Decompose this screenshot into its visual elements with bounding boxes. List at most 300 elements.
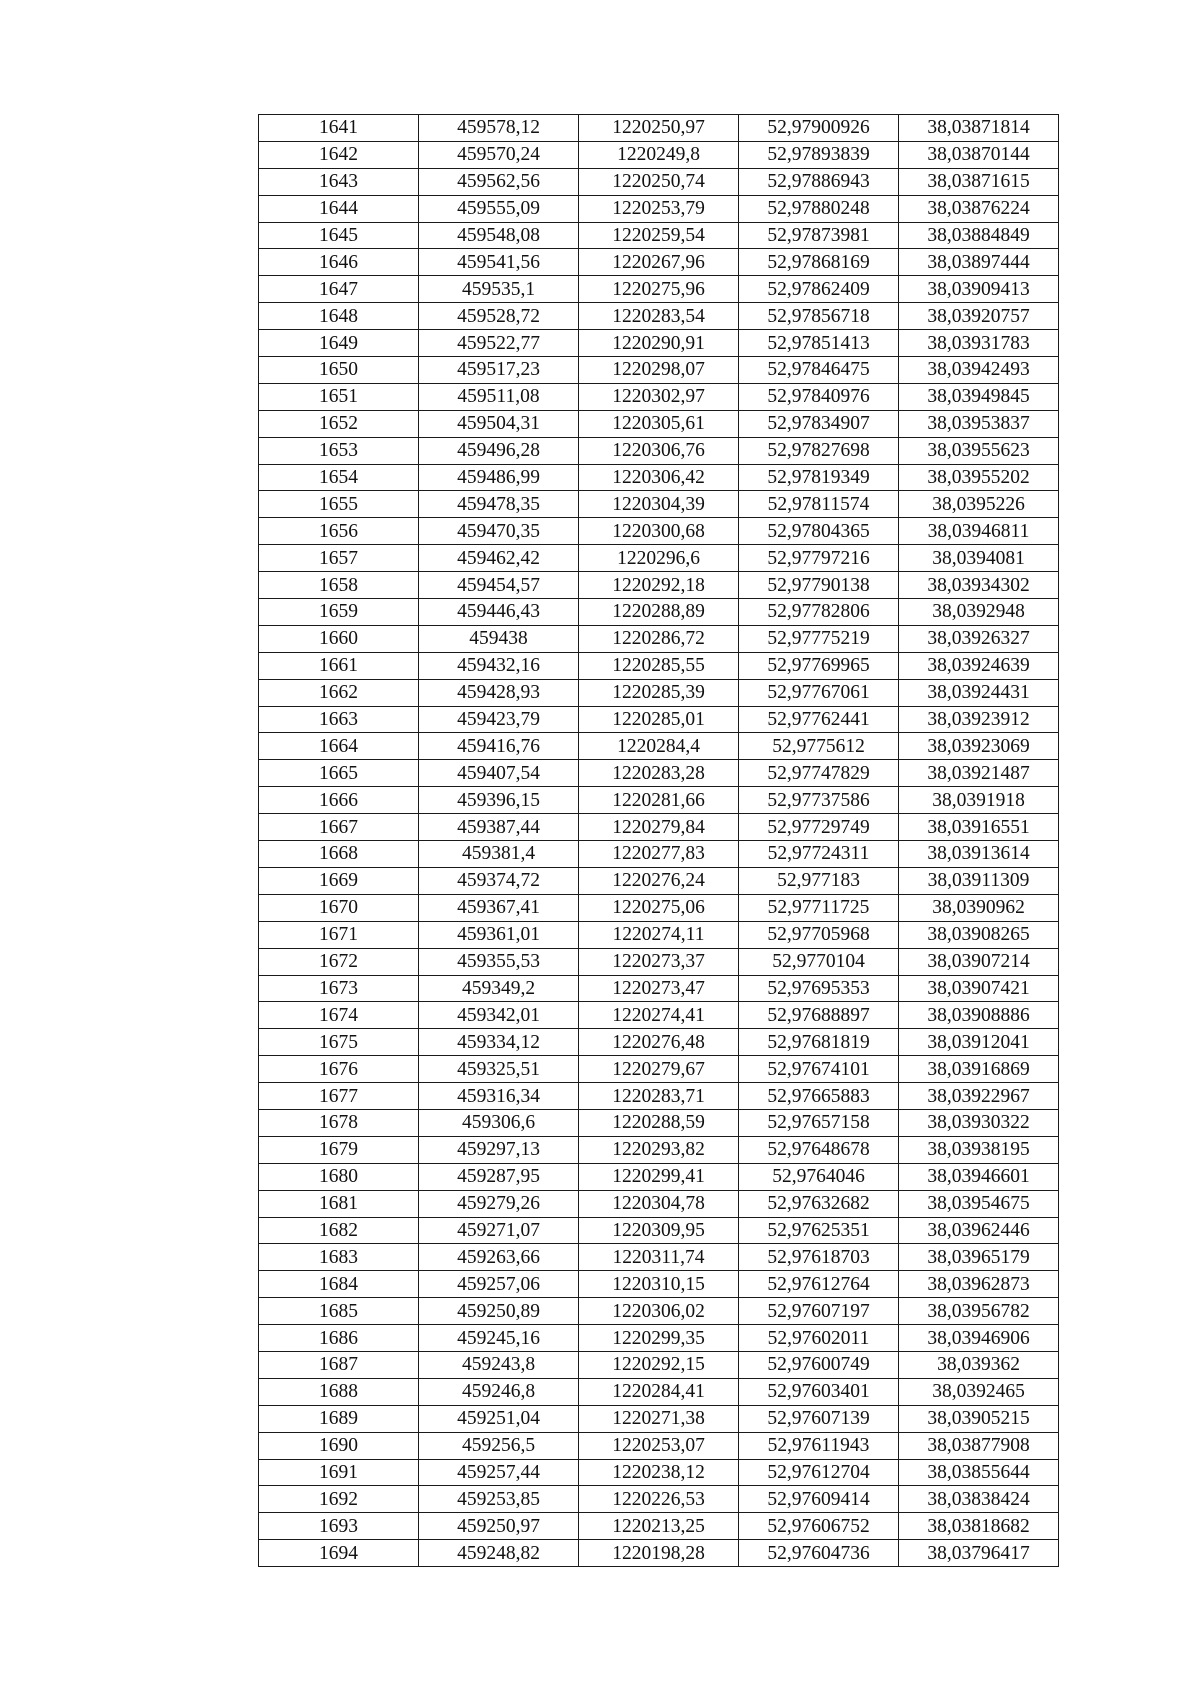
latitude-cell: 52,97695353 xyxy=(739,975,899,1002)
latitude-cell: 52,97711725 xyxy=(739,894,899,921)
point-number-cell: 1677 xyxy=(259,1083,419,1110)
longitude-cell: 38,03870144 xyxy=(899,141,1059,168)
latitude-cell: 52,97688897 xyxy=(739,1002,899,1029)
x-coordinate-cell: 459263,66 xyxy=(419,1244,579,1271)
y-coordinate-cell: 1220288,59 xyxy=(579,1109,739,1136)
y-coordinate-cell: 1220271,38 xyxy=(579,1405,739,1432)
table-row xyxy=(259,733,1059,760)
table-row xyxy=(259,1136,1059,1163)
latitude-cell: 52,97607197 xyxy=(739,1298,899,1325)
longitude-cell: 38,03871615 xyxy=(899,168,1059,195)
y-coordinate-cell: 1220292,18 xyxy=(579,572,739,599)
x-coordinate-cell: 459562,56 xyxy=(419,168,579,195)
point-number-cell: 1657 xyxy=(259,545,419,572)
y-coordinate-cell: 1220250,74 xyxy=(579,168,739,195)
y-coordinate-cell: 1220250,97 xyxy=(579,115,739,142)
y-coordinate-cell: 1220275,06 xyxy=(579,894,739,921)
y-coordinate-cell: 1220285,01 xyxy=(579,706,739,733)
y-coordinate-cell: 1220304,78 xyxy=(579,1190,739,1217)
point-number-cell: 1683 xyxy=(259,1244,419,1271)
table-row xyxy=(259,330,1059,357)
y-coordinate-cell: 1220273,37 xyxy=(579,948,739,975)
x-coordinate-cell: 459470,35 xyxy=(419,518,579,545)
x-coordinate-cell: 459248,82 xyxy=(419,1540,579,1567)
x-coordinate-cell: 459570,24 xyxy=(419,141,579,168)
point-number-cell: 1645 xyxy=(259,222,419,249)
point-number-cell: 1664 xyxy=(259,733,419,760)
y-coordinate-cell: 1220286,72 xyxy=(579,625,739,652)
point-number-cell: 1693 xyxy=(259,1513,419,1540)
point-number-cell: 1651 xyxy=(259,383,419,410)
latitude-cell: 52,97811574 xyxy=(739,491,899,518)
longitude-cell: 38,03907214 xyxy=(899,948,1059,975)
y-coordinate-cell: 1220299,35 xyxy=(579,1325,739,1352)
x-coordinate-cell: 459496,28 xyxy=(419,437,579,464)
latitude-cell: 52,97873981 xyxy=(739,222,899,249)
latitude-cell: 52,97886943 xyxy=(739,168,899,195)
y-coordinate-cell: 1220226,53 xyxy=(579,1486,739,1513)
point-number-cell: 1663 xyxy=(259,706,419,733)
table-row xyxy=(259,437,1059,464)
table-row xyxy=(259,249,1059,276)
latitude-cell: 52,97674101 xyxy=(739,1056,899,1083)
x-coordinate-cell: 459256,5 xyxy=(419,1432,579,1459)
point-number-cell: 1678 xyxy=(259,1109,419,1136)
longitude-cell: 38,03907421 xyxy=(899,975,1059,1002)
y-coordinate-cell: 1220306,76 xyxy=(579,437,739,464)
latitude-cell: 52,97775219 xyxy=(739,625,899,652)
table-row xyxy=(259,545,1059,572)
latitude-cell: 52,97737586 xyxy=(739,787,899,814)
point-number-cell: 1686 xyxy=(259,1325,419,1352)
table-row xyxy=(259,1540,1059,1567)
y-coordinate-cell: 1220302,97 xyxy=(579,383,739,410)
latitude-cell: 52,97762441 xyxy=(739,706,899,733)
table-row xyxy=(259,303,1059,330)
point-number-cell: 1687 xyxy=(259,1351,419,1378)
x-coordinate-cell: 459511,08 xyxy=(419,383,579,410)
longitude-cell: 38,03916869 xyxy=(899,1056,1059,1083)
latitude-cell: 52,9770104 xyxy=(739,948,899,975)
longitude-cell: 38,03855644 xyxy=(899,1459,1059,1486)
longitude-cell: 38,03818682 xyxy=(899,1513,1059,1540)
y-coordinate-cell: 1220274,41 xyxy=(579,1002,739,1029)
point-number-cell: 1672 xyxy=(259,948,419,975)
coordinates-table xyxy=(258,114,1059,1567)
point-number-cell: 1691 xyxy=(259,1459,419,1486)
longitude-cell: 38,03942493 xyxy=(899,357,1059,384)
longitude-cell: 38,03909413 xyxy=(899,276,1059,303)
longitude-cell: 38,03877908 xyxy=(899,1432,1059,1459)
y-coordinate-cell: 1220274,11 xyxy=(579,921,739,948)
table-row xyxy=(259,1056,1059,1083)
latitude-cell: 52,977183 xyxy=(739,867,899,894)
x-coordinate-cell: 459287,95 xyxy=(419,1163,579,1190)
table-row xyxy=(259,464,1059,491)
table-row xyxy=(259,1378,1059,1405)
longitude-cell: 38,0392465 xyxy=(899,1378,1059,1405)
latitude-cell: 52,97868169 xyxy=(739,249,899,276)
x-coordinate-cell: 459446,43 xyxy=(419,599,579,626)
table-row xyxy=(259,706,1059,733)
latitude-cell: 52,97834907 xyxy=(739,410,899,437)
longitude-cell: 38,03926327 xyxy=(899,625,1059,652)
longitude-cell: 38,03922967 xyxy=(899,1083,1059,1110)
x-coordinate-cell: 459245,16 xyxy=(419,1325,579,1352)
x-coordinate-cell: 459374,72 xyxy=(419,867,579,894)
y-coordinate-cell: 1220276,48 xyxy=(579,1029,739,1056)
x-coordinate-cell: 459578,12 xyxy=(419,115,579,142)
table-row xyxy=(259,222,1059,249)
point-number-cell: 1685 xyxy=(259,1298,419,1325)
latitude-cell: 52,97632682 xyxy=(739,1190,899,1217)
latitude-cell: 52,97893839 xyxy=(739,141,899,168)
table-row xyxy=(259,1486,1059,1513)
latitude-cell: 52,97856718 xyxy=(739,303,899,330)
latitude-cell: 52,97862409 xyxy=(739,276,899,303)
table-row xyxy=(259,599,1059,626)
latitude-cell: 52,97606752 xyxy=(739,1513,899,1540)
point-number-cell: 1666 xyxy=(259,787,419,814)
table-row xyxy=(259,867,1059,894)
point-number-cell: 1688 xyxy=(259,1378,419,1405)
table-row xyxy=(259,1298,1059,1325)
table-row xyxy=(259,518,1059,545)
y-coordinate-cell: 1220249,8 xyxy=(579,141,739,168)
latitude-cell: 52,9775612 xyxy=(739,733,899,760)
latitude-cell: 52,97840976 xyxy=(739,383,899,410)
latitude-cell: 52,97782806 xyxy=(739,599,899,626)
table-row xyxy=(259,1244,1059,1271)
y-coordinate-cell: 1220275,96 xyxy=(579,276,739,303)
latitude-cell: 52,97790138 xyxy=(739,572,899,599)
x-coordinate-cell: 459522,77 xyxy=(419,330,579,357)
longitude-cell: 38,03930322 xyxy=(899,1109,1059,1136)
x-coordinate-cell: 459428,93 xyxy=(419,679,579,706)
y-coordinate-cell: 1220309,95 xyxy=(579,1217,739,1244)
y-coordinate-cell: 1220298,07 xyxy=(579,357,739,384)
y-coordinate-cell: 1220259,54 xyxy=(579,222,739,249)
point-number-cell: 1681 xyxy=(259,1190,419,1217)
latitude-cell: 52,97729749 xyxy=(739,814,899,841)
coordinates-table-body xyxy=(259,115,1059,1567)
latitude-cell: 52,97900926 xyxy=(739,115,899,142)
x-coordinate-cell: 459396,15 xyxy=(419,787,579,814)
point-number-cell: 1653 xyxy=(259,437,419,464)
latitude-cell: 52,97827698 xyxy=(739,437,899,464)
latitude-cell: 52,97747829 xyxy=(739,760,899,787)
y-coordinate-cell: 1220238,12 xyxy=(579,1459,739,1486)
point-number-cell: 1675 xyxy=(259,1029,419,1056)
y-coordinate-cell: 1220267,96 xyxy=(579,249,739,276)
x-coordinate-cell: 459253,85 xyxy=(419,1486,579,1513)
longitude-cell: 38,03931783 xyxy=(899,330,1059,357)
x-coordinate-cell: 459548,08 xyxy=(419,222,579,249)
y-coordinate-cell: 1220283,71 xyxy=(579,1083,739,1110)
x-coordinate-cell: 459316,34 xyxy=(419,1083,579,1110)
longitude-cell: 38,039362 xyxy=(899,1351,1059,1378)
table-row xyxy=(259,1432,1059,1459)
latitude-cell: 52,97618703 xyxy=(739,1244,899,1271)
x-coordinate-cell: 459517,23 xyxy=(419,357,579,384)
longitude-cell: 38,03912041 xyxy=(899,1029,1059,1056)
longitude-cell: 38,03938195 xyxy=(899,1136,1059,1163)
y-coordinate-cell: 1220292,15 xyxy=(579,1351,739,1378)
longitude-cell: 38,03953837 xyxy=(899,410,1059,437)
point-number-cell: 1656 xyxy=(259,518,419,545)
point-number-cell: 1667 xyxy=(259,814,419,841)
x-coordinate-cell: 459438 xyxy=(419,625,579,652)
longitude-cell: 38,03962446 xyxy=(899,1217,1059,1244)
y-coordinate-cell: 1220253,07 xyxy=(579,1432,739,1459)
y-coordinate-cell: 1220281,66 xyxy=(579,787,739,814)
longitude-cell: 38,03921487 xyxy=(899,760,1059,787)
latitude-cell: 52,97611943 xyxy=(739,1432,899,1459)
longitude-cell: 38,0392948 xyxy=(899,599,1059,626)
x-coordinate-cell: 459416,76 xyxy=(419,733,579,760)
table-row xyxy=(259,787,1059,814)
longitude-cell: 38,03897444 xyxy=(899,249,1059,276)
y-coordinate-cell: 1220311,74 xyxy=(579,1244,739,1271)
x-coordinate-cell: 459407,54 xyxy=(419,760,579,787)
y-coordinate-cell: 1220288,89 xyxy=(579,599,739,626)
table-row xyxy=(259,1271,1059,1298)
longitude-cell: 38,03923912 xyxy=(899,706,1059,733)
longitude-cell: 38,03920757 xyxy=(899,303,1059,330)
point-number-cell: 1659 xyxy=(259,599,419,626)
y-coordinate-cell: 1220306,42 xyxy=(579,464,739,491)
x-coordinate-cell: 459251,04 xyxy=(419,1405,579,1432)
point-number-cell: 1676 xyxy=(259,1056,419,1083)
x-coordinate-cell: 459355,53 xyxy=(419,948,579,975)
table-row xyxy=(259,491,1059,518)
y-coordinate-cell: 1220277,83 xyxy=(579,841,739,868)
latitude-cell: 52,97819349 xyxy=(739,464,899,491)
point-number-cell: 1680 xyxy=(259,1163,419,1190)
x-coordinate-cell: 459535,1 xyxy=(419,276,579,303)
table-row xyxy=(259,1083,1059,1110)
latitude-cell: 52,97657158 xyxy=(739,1109,899,1136)
table-row xyxy=(259,921,1059,948)
point-number-cell: 1660 xyxy=(259,625,419,652)
table-row xyxy=(259,1217,1059,1244)
longitude-cell: 38,03956782 xyxy=(899,1298,1059,1325)
latitude-cell: 52,97648678 xyxy=(739,1136,899,1163)
longitude-cell: 38,0391918 xyxy=(899,787,1059,814)
y-coordinate-cell: 1220279,84 xyxy=(579,814,739,841)
point-number-cell: 1649 xyxy=(259,330,419,357)
x-coordinate-cell: 459361,01 xyxy=(419,921,579,948)
longitude-cell: 38,03924431 xyxy=(899,679,1059,706)
point-number-cell: 1658 xyxy=(259,572,419,599)
point-number-cell: 1674 xyxy=(259,1002,419,1029)
longitude-cell: 38,03871814 xyxy=(899,115,1059,142)
longitude-cell: 38,0390962 xyxy=(899,894,1059,921)
point-number-cell: 1646 xyxy=(259,249,419,276)
longitude-cell: 38,03946601 xyxy=(899,1163,1059,1190)
latitude-cell: 52,97612704 xyxy=(739,1459,899,1486)
latitude-cell: 52,97769965 xyxy=(739,652,899,679)
x-coordinate-cell: 459325,51 xyxy=(419,1056,579,1083)
x-coordinate-cell: 459334,12 xyxy=(419,1029,579,1056)
point-number-cell: 1652 xyxy=(259,410,419,437)
point-number-cell: 1661 xyxy=(259,652,419,679)
x-coordinate-cell: 459478,35 xyxy=(419,491,579,518)
x-coordinate-cell: 459367,41 xyxy=(419,894,579,921)
x-coordinate-cell: 459462,42 xyxy=(419,545,579,572)
x-coordinate-cell: 459528,72 xyxy=(419,303,579,330)
table-row xyxy=(259,894,1059,921)
table-row xyxy=(259,1163,1059,1190)
point-number-cell: 1690 xyxy=(259,1432,419,1459)
point-number-cell: 1694 xyxy=(259,1540,419,1567)
y-coordinate-cell: 1220285,39 xyxy=(579,679,739,706)
y-coordinate-cell: 1220300,68 xyxy=(579,518,739,545)
point-number-cell: 1673 xyxy=(259,975,419,1002)
point-number-cell: 1655 xyxy=(259,491,419,518)
point-number-cell: 1647 xyxy=(259,276,419,303)
y-coordinate-cell: 1220299,41 xyxy=(579,1163,739,1190)
latitude-cell: 52,9764046 xyxy=(739,1163,899,1190)
x-coordinate-cell: 459349,2 xyxy=(419,975,579,1002)
y-coordinate-cell: 1220283,28 xyxy=(579,760,739,787)
x-coordinate-cell: 459381,4 xyxy=(419,841,579,868)
latitude-cell: 52,97846475 xyxy=(739,357,899,384)
x-coordinate-cell: 459279,26 xyxy=(419,1190,579,1217)
y-coordinate-cell: 1220213,25 xyxy=(579,1513,739,1540)
point-number-cell: 1684 xyxy=(259,1271,419,1298)
table-row xyxy=(259,948,1059,975)
x-coordinate-cell: 459432,16 xyxy=(419,652,579,679)
latitude-cell: 52,97609414 xyxy=(739,1486,899,1513)
point-number-cell: 1671 xyxy=(259,921,419,948)
longitude-cell: 38,03949845 xyxy=(899,383,1059,410)
table-row xyxy=(259,975,1059,1002)
y-coordinate-cell: 1220284,41 xyxy=(579,1378,739,1405)
longitude-cell: 38,03962873 xyxy=(899,1271,1059,1298)
latitude-cell: 52,97705968 xyxy=(739,921,899,948)
longitude-cell: 38,03911309 xyxy=(899,867,1059,894)
point-number-cell: 1643 xyxy=(259,168,419,195)
table-row xyxy=(259,1405,1059,1432)
table-row xyxy=(259,276,1059,303)
point-number-cell: 1670 xyxy=(259,894,419,921)
latitude-cell: 52,97603401 xyxy=(739,1378,899,1405)
table-row xyxy=(259,168,1059,195)
point-number-cell: 1644 xyxy=(259,195,419,222)
latitude-cell: 52,97665883 xyxy=(739,1083,899,1110)
table-row xyxy=(259,141,1059,168)
y-coordinate-cell: 1220284,4 xyxy=(579,733,739,760)
point-number-cell: 1654 xyxy=(259,464,419,491)
table-row xyxy=(259,357,1059,384)
point-number-cell: 1692 xyxy=(259,1486,419,1513)
point-number-cell: 1682 xyxy=(259,1217,419,1244)
x-coordinate-cell: 459257,06 xyxy=(419,1271,579,1298)
x-coordinate-cell: 459246,8 xyxy=(419,1378,579,1405)
table-row xyxy=(259,1109,1059,1136)
latitude-cell: 52,97767061 xyxy=(739,679,899,706)
point-number-cell: 1641 xyxy=(259,115,419,142)
table-row xyxy=(259,652,1059,679)
latitude-cell: 52,97797216 xyxy=(739,545,899,572)
table-row xyxy=(259,383,1059,410)
y-coordinate-cell: 1220296,6 xyxy=(579,545,739,572)
y-coordinate-cell: 1220198,28 xyxy=(579,1540,739,1567)
x-coordinate-cell: 459271,07 xyxy=(419,1217,579,1244)
latitude-cell: 52,97604736 xyxy=(739,1540,899,1567)
table-row xyxy=(259,410,1059,437)
longitude-cell: 38,03913614 xyxy=(899,841,1059,868)
y-coordinate-cell: 1220283,54 xyxy=(579,303,739,330)
longitude-cell: 38,03905215 xyxy=(899,1405,1059,1432)
x-coordinate-cell: 459387,44 xyxy=(419,814,579,841)
y-coordinate-cell: 1220285,55 xyxy=(579,652,739,679)
table-row xyxy=(259,679,1059,706)
longitude-cell: 38,03955202 xyxy=(899,464,1059,491)
table-row xyxy=(259,1513,1059,1540)
longitude-cell: 38,03908265 xyxy=(899,921,1059,948)
x-coordinate-cell: 459342,01 xyxy=(419,1002,579,1029)
x-coordinate-cell: 459454,57 xyxy=(419,572,579,599)
y-coordinate-cell: 1220273,47 xyxy=(579,975,739,1002)
longitude-cell: 38,03796417 xyxy=(899,1540,1059,1567)
table-row xyxy=(259,115,1059,142)
point-number-cell: 1642 xyxy=(259,141,419,168)
longitude-cell: 38,03946906 xyxy=(899,1325,1059,1352)
longitude-cell: 38,03908886 xyxy=(899,1002,1059,1029)
latitude-cell: 52,97681819 xyxy=(739,1029,899,1056)
point-number-cell: 1650 xyxy=(259,357,419,384)
table-row xyxy=(259,1459,1059,1486)
y-coordinate-cell: 1220253,79 xyxy=(579,195,739,222)
x-coordinate-cell: 459541,56 xyxy=(419,249,579,276)
table-row xyxy=(259,1190,1059,1217)
y-coordinate-cell: 1220290,91 xyxy=(579,330,739,357)
table-row xyxy=(259,814,1059,841)
point-number-cell: 1679 xyxy=(259,1136,419,1163)
x-coordinate-cell: 459504,31 xyxy=(419,410,579,437)
table-row xyxy=(259,1029,1059,1056)
latitude-cell: 52,97880248 xyxy=(739,195,899,222)
latitude-cell: 52,97612764 xyxy=(739,1271,899,1298)
longitude-cell: 38,03924639 xyxy=(899,652,1059,679)
y-coordinate-cell: 1220293,82 xyxy=(579,1136,739,1163)
longitude-cell: 38,03923069 xyxy=(899,733,1059,760)
x-coordinate-cell: 459250,89 xyxy=(419,1298,579,1325)
table-row xyxy=(259,841,1059,868)
longitude-cell: 38,03916551 xyxy=(899,814,1059,841)
latitude-cell: 52,97724311 xyxy=(739,841,899,868)
y-coordinate-cell: 1220305,61 xyxy=(579,410,739,437)
x-coordinate-cell: 459555,09 xyxy=(419,195,579,222)
longitude-cell: 38,03946811 xyxy=(899,518,1059,545)
point-number-cell: 1648 xyxy=(259,303,419,330)
latitude-cell: 52,97625351 xyxy=(739,1217,899,1244)
x-coordinate-cell: 459423,79 xyxy=(419,706,579,733)
x-coordinate-cell: 459257,44 xyxy=(419,1459,579,1486)
longitude-cell: 38,03955623 xyxy=(899,437,1059,464)
table-row xyxy=(259,1325,1059,1352)
y-coordinate-cell: 1220310,15 xyxy=(579,1271,739,1298)
longitude-cell: 38,03876224 xyxy=(899,195,1059,222)
longitude-cell: 38,03838424 xyxy=(899,1486,1059,1513)
y-coordinate-cell: 1220304,39 xyxy=(579,491,739,518)
point-number-cell: 1665 xyxy=(259,760,419,787)
table-row xyxy=(259,1351,1059,1378)
longitude-cell: 38,03965179 xyxy=(899,1244,1059,1271)
longitude-cell: 38,03954675 xyxy=(899,1190,1059,1217)
